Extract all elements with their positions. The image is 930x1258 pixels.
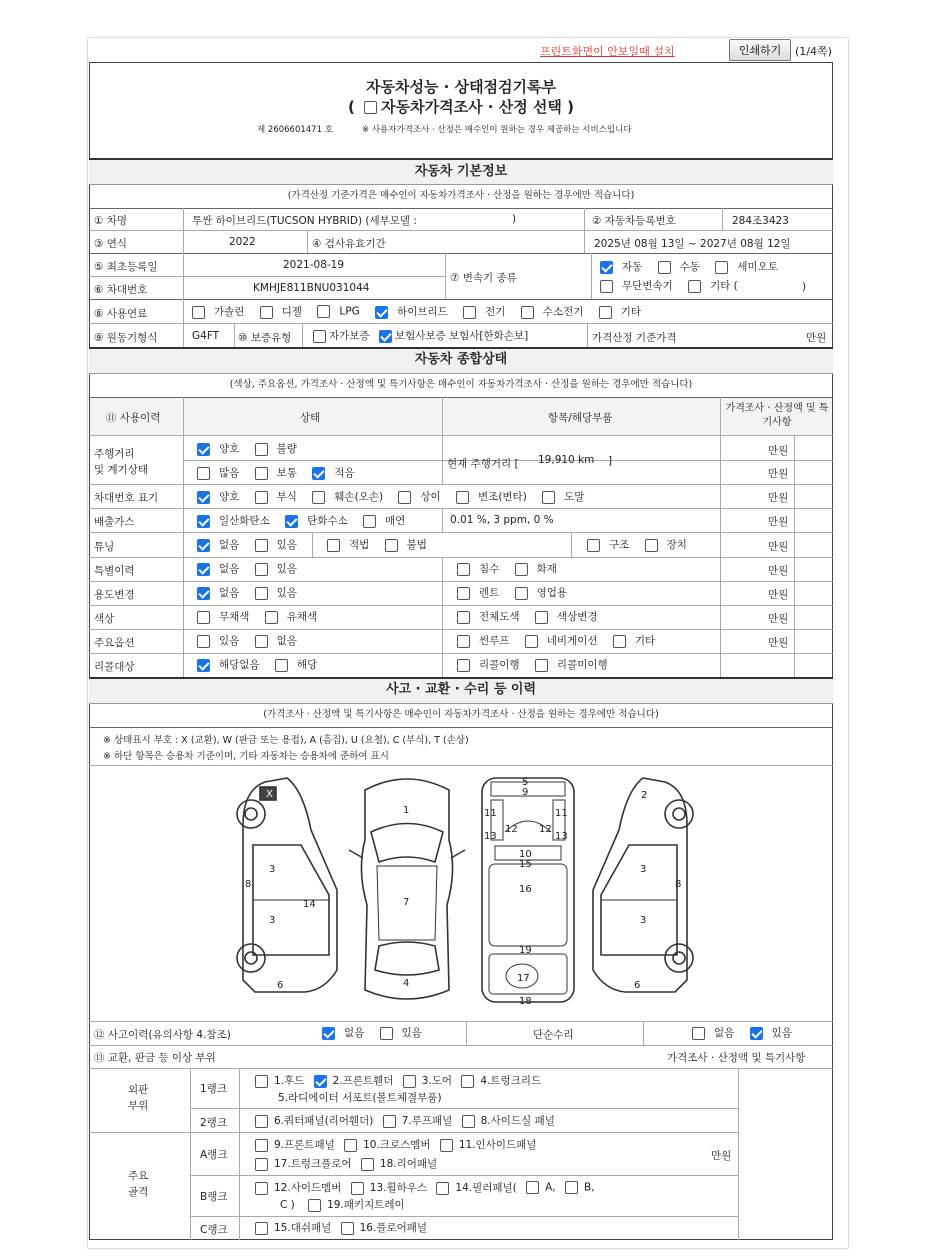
mark-3-right-b: 3 (640, 915, 647, 926)
mileage-few[interactable]: 적음 (312, 465, 354, 480)
tuning-none[interactable]: 없음 (197, 537, 239, 552)
mileage-label-1: 주행거리 (94, 448, 135, 460)
vin-mark-painted-checkbox[interactable] (542, 491, 555, 504)
mileage-close: ] (608, 455, 613, 467)
fuel-gasoline[interactable]: 가솔린 (192, 304, 244, 319)
usage-yes-checkbox[interactable] (255, 587, 268, 600)
print-setup-link[interactable]: 프린트화면이 안보일때 설치 (540, 45, 675, 58)
recall-applicable[interactable]: 해당 (275, 657, 317, 672)
special-items (457, 561, 569, 576)
price-unit: 만원 (806, 332, 827, 344)
history-yes-checkbox[interactable] (380, 1027, 393, 1040)
tuning-device-checkbox[interactable] (645, 539, 658, 552)
emission-price: 만원 (768, 516, 789, 528)
warranty-self-checkbox[interactable] (313, 330, 326, 343)
options-yes[interactable]: 있음 (197, 633, 239, 648)
first-reg-value: 2021-08-19 (283, 259, 345, 271)
part-pillar-a[interactable]: A, (526, 1181, 556, 1194)
mark-5: 5 (522, 777, 529, 788)
price-label: 가격산정 기준가격 (592, 332, 677, 344)
car-name-label: ① 차명 (94, 215, 128, 227)
special-flood[interactable]: 침수 (457, 561, 499, 576)
mileage-item: 현재 주행거리 [ (447, 458, 519, 470)
color-price: 만원 (768, 613, 789, 625)
simple-repair-options (692, 1025, 804, 1040)
page-indicator: (1/4쪽) (795, 45, 832, 58)
part-floor-panel-checkbox[interactable] (341, 1222, 354, 1235)
trans-manual-checkbox[interactable] (658, 261, 671, 274)
trans-label: ⑦ 변속기 종류 (450, 272, 517, 284)
part-pillar-b[interactable]: B, (565, 1181, 595, 1194)
car-damage-diagram (225, 770, 705, 1010)
emission-options (197, 513, 417, 528)
mileage-normal[interactable]: 보통 (255, 465, 297, 480)
trans-auto-checkbox[interactable] (600, 261, 613, 274)
part-package-tray-checkbox[interactable] (308, 1199, 321, 1212)
reg-no-label: ② 자동차등록번호 (592, 215, 676, 227)
color-options (197, 609, 329, 624)
options-yes-checkbox[interactable] (197, 635, 210, 648)
special-none[interactable]: 없음 (197, 561, 239, 576)
part-package-tray[interactable]: 19.패키지트레이 (308, 1197, 405, 1212)
rank1-label: 1랭크 (200, 1083, 227, 1095)
part-quarter-panel-checkbox[interactable] (255, 1115, 268, 1128)
part-dash-panel[interactable]: 15.대쉬패널 (255, 1220, 331, 1235)
options-no-checkbox[interactable] (255, 635, 268, 648)
tuning-yes-checkbox[interactable] (255, 539, 268, 552)
form-subtitle (89, 96, 833, 117)
mark-10: 10 (519, 849, 532, 860)
vin-mark-damage[interactable]: 훼손(오손) (312, 489, 383, 504)
accident-heading: 사고 · 교환 · 수리 등 이력 (89, 679, 833, 703)
basic-info-note: (가격산정 기준가격은 매수인이 자동차가격조사 · 산정을 원하는 경우에만 적습니다) (89, 184, 833, 208)
part-cross-member-checkbox[interactable] (344, 1139, 357, 1152)
special-fire[interactable]: 화재 (515, 561, 557, 576)
simple-yes-checkbox[interactable] (750, 1027, 763, 1040)
recall-not-done[interactable]: 리콜미이행 (535, 657, 608, 672)
mark-13-right: 13 (555, 831, 568, 842)
mileage-many-checkbox[interactable] (197, 467, 210, 480)
trans-row2 (600, 278, 750, 293)
recall-applicable-checkbox[interactable] (275, 659, 288, 672)
recall-done-checkbox[interactable] (457, 659, 470, 672)
mark-1: 1 (403, 805, 410, 816)
mark-3-left-b: 3 (269, 915, 276, 926)
part-side-sill[interactable]: 8.사이드실 패널 (462, 1113, 555, 1128)
trans-other-close: ) (802, 281, 807, 293)
part-pillar-b-checkbox[interactable] (565, 1181, 578, 1194)
options-label: 주요옵션 (94, 637, 135, 649)
mark-3-right-a: 3 (640, 864, 647, 875)
recall-label: 리콜대상 (94, 661, 135, 673)
part-inside-panel-checkbox[interactable] (440, 1139, 453, 1152)
part-front-fender[interactable]: 2.프론트휀더 (314, 1073, 394, 1088)
trans-cvt[interactable]: 무단변속기 (600, 278, 673, 293)
mark-13-left: 13 (484, 831, 497, 842)
fuel-lpg-checkbox[interactable] (317, 305, 330, 318)
part-dash-panel-checkbox[interactable] (255, 1222, 268, 1235)
trans-semi[interactable]: 세미오토 (715, 259, 778, 274)
part-trunk-floor[interactable]: 17.트렁크플로어 (255, 1156, 352, 1171)
emission-co-checkbox[interactable] (197, 515, 210, 528)
subtitle-text: 자동차가격조사 · 산정 선택 ) (381, 98, 574, 116)
vin-mark-good-checkbox[interactable] (197, 491, 210, 504)
mileage-price-2: 만원 (768, 468, 789, 480)
rankB-items-2 (280, 1197, 411, 1212)
rankA-items-2 (255, 1156, 443, 1171)
mileage-row1 (197, 441, 309, 456)
mileage-good[interactable]: 양호 (197, 441, 239, 456)
mark-16: 16 (519, 884, 532, 895)
mark-x: X (266, 789, 273, 800)
tuning-part-options (587, 537, 699, 552)
legend-line-2: ※ 하단 항목은 승용차 기준이며, 기타 자동차는 승용차에 준하여 표시 (103, 751, 389, 762)
options-sunroof[interactable]: 썬루프 (457, 633, 509, 648)
car-name-close: ) (512, 213, 517, 225)
rankB-label: B랭크 (200, 1191, 228, 1203)
emission-smoke[interactable]: 매연 (363, 513, 405, 528)
vin-value: KMHJE811BNU031044 (253, 282, 370, 294)
vin-mark-options (197, 489, 596, 504)
history-label: ⑫ 사고이력(유의사항 4.참조) (94, 1029, 231, 1041)
mark-8-left: 8 (245, 879, 252, 890)
tuning-yes[interactable]: 있음 (255, 537, 297, 552)
parts-price-unit: 만원 (711, 1150, 732, 1162)
history-none[interactable]: 없음 (322, 1025, 364, 1040)
mark-3-left-a: 3 (269, 864, 276, 875)
part-front-fender-checkbox[interactable] (314, 1075, 327, 1088)
color-items (457, 609, 610, 624)
fuel-label: ⑧ 사용연료 (94, 308, 148, 320)
options-sunroof-checkbox[interactable] (457, 635, 470, 648)
part-hood[interactable]: 1.후드 (255, 1073, 304, 1088)
part-pillar-c[interactable]: C ) (280, 1198, 295, 1211)
history-yes[interactable]: 있음 (380, 1025, 422, 1040)
trans-row1 (600, 259, 790, 274)
options-navigation-checkbox[interactable] (525, 635, 538, 648)
vin-mark-price: 만원 (768, 492, 789, 504)
fuel-diesel-checkbox[interactable] (260, 306, 273, 319)
rank1-items (255, 1073, 547, 1088)
usage-none-checkbox[interactable] (197, 587, 210, 600)
mark-2-right: 2 (641, 790, 648, 801)
part-hood-checkbox[interactable] (255, 1075, 268, 1088)
special-flood-checkbox[interactable] (457, 563, 470, 576)
tuning-options (197, 537, 309, 552)
recall-not-done-checkbox[interactable] (535, 659, 548, 672)
mark-7: 7 (403, 897, 410, 908)
part-pillar-panel-checkbox[interactable] (436, 1182, 449, 1195)
usage-none[interactable]: 없음 (197, 585, 239, 600)
emission-hc[interactable]: 탄화수소 (285, 513, 348, 528)
usage-items (457, 585, 579, 600)
color-achromatic[interactable]: 무채색 (197, 609, 249, 624)
color-label: 색상 (94, 613, 115, 625)
rankC-items (255, 1220, 433, 1235)
part-rear-panel-checkbox[interactable] (361, 1158, 374, 1171)
form-title: 자동차성능 · 상태점검기록부 (365, 78, 557, 96)
reg-no-value: 284조3423 (732, 215, 789, 227)
usage-label: 용도변경 (94, 589, 135, 601)
vin-mark-altered-checkbox[interactable] (456, 491, 469, 504)
vin-mark-diff[interactable]: 상이 (398, 489, 440, 504)
tuning-illegal[interactable]: 불법 (385, 537, 427, 552)
emission-co[interactable]: 일산화탄소 (197, 513, 270, 528)
usage-options (197, 585, 309, 600)
vin-mark-painted[interactable]: 도말 (542, 489, 584, 504)
mark-12-right: 12 (539, 824, 552, 835)
tuning-price: 만원 (768, 541, 789, 553)
fuel-other-checkbox[interactable] (599, 306, 612, 319)
mileage-bad-checkbox[interactable] (255, 443, 268, 456)
tuning-legal-checkbox[interactable] (327, 539, 340, 552)
options-navigation[interactable]: 네비게이션 (525, 633, 598, 648)
trans-auto[interactable]: 자동 (600, 259, 642, 274)
special-options (197, 561, 309, 576)
rank2-label: 2랭크 (200, 1117, 227, 1129)
status-heading: 자동차 종합상태 (89, 349, 833, 373)
first-reg-label: ⑤ 최초등록일 (94, 261, 158, 273)
fuel-lpg[interactable]: LPG (317, 305, 359, 318)
tuning-structure[interactable]: 구조 (587, 537, 629, 552)
warranty-options (313, 328, 540, 343)
usage-business-checkbox[interactable] (515, 587, 528, 600)
warranty-label: ⑩ 보증유형 (238, 332, 292, 344)
usage-rent[interactable]: 렌트 (457, 585, 499, 600)
tuning-label: 튜닝 (94, 541, 115, 553)
mileage-row2 (197, 465, 367, 480)
col-state: 상태 (300, 412, 321, 424)
color-chromatic[interactable]: 유채색 (265, 609, 317, 624)
part-rear-panel[interactable]: 18.리어패널 (361, 1156, 437, 1171)
usage-yes[interactable]: 있음 (255, 585, 297, 600)
part-side-sill-checkbox[interactable] (462, 1115, 475, 1128)
main-frame-label: 주요 골격 (128, 1170, 149, 1198)
engine-value: G4FT (192, 330, 220, 342)
part-floor-panel[interactable]: 16.플로어패널 (341, 1220, 427, 1235)
inspect-value: 2025년 08월 13일 ~ 2027년 08월 12일 (594, 238, 791, 250)
print-button[interactable]: 인쇄하기 (729, 39, 791, 61)
fuel-diesel[interactable]: 디젤 (260, 304, 302, 319)
vin-mark-rust[interactable]: 부식 (255, 489, 297, 504)
tuning-none-checkbox[interactable] (197, 539, 210, 552)
vin-mark-good[interactable]: 양호 (197, 489, 239, 504)
emission-hc-checkbox[interactable] (285, 515, 298, 528)
part-front-panel[interactable]: 9.프론트패널 (255, 1137, 335, 1152)
mileage-bad[interactable]: 불량 (255, 441, 297, 456)
history-none-checkbox[interactable] (322, 1027, 335, 1040)
vin-label: ⑥ 차대번호 (94, 284, 148, 296)
color-change-checkbox[interactable] (535, 611, 548, 624)
usage-business[interactable]: 영업용 (515, 585, 567, 600)
part-trunk-lid[interactable]: 4.트렁크리드 (461, 1073, 541, 1088)
recall-na-checkbox[interactable] (197, 659, 210, 672)
mark-11-right: 11 (555, 808, 568, 819)
simple-none[interactable]: 없음 (692, 1025, 734, 1040)
mark-18: 18 (519, 996, 532, 1007)
usage-price: 만원 (768, 589, 789, 601)
inspect-label: ④ 검사유효기간 (312, 238, 386, 250)
options-no[interactable]: 없음 (255, 633, 297, 648)
vin-mark-altered[interactable]: 변조(변타) (456, 489, 527, 504)
col-price: 가격조사 · 산정액 및 특기사항 (725, 403, 829, 428)
part-pillar-a-checkbox[interactable] (526, 1181, 539, 1194)
engine-label: ⑨ 원동기형식 (94, 332, 158, 344)
usage-rent-checkbox[interactable] (457, 587, 470, 600)
color-achromatic-checkbox[interactable] (197, 611, 210, 624)
trans-other[interactable]: 기타 ( (688, 278, 738, 293)
color-full-paint-checkbox[interactable] (457, 611, 470, 624)
part-wheel-house[interactable]: 13.휠하우스 (351, 1180, 427, 1195)
mark-17: 17 (517, 973, 530, 984)
fuel-hydrogen[interactable]: 수소전기 (521, 304, 584, 319)
simple-yes[interactable]: 있음 (750, 1025, 792, 1040)
mark-6-left: 6 (277, 980, 284, 991)
recall-done[interactable]: 리콜이행 (457, 657, 520, 672)
warranty-insurer[interactable]: 보험사보증 보험사[한화손보] (379, 328, 528, 343)
rankB-items (255, 1180, 601, 1195)
options-price: 만원 (768, 637, 789, 649)
tuning-legal[interactable]: 적법 (327, 537, 369, 552)
fuel-electric-checkbox[interactable] (463, 306, 476, 319)
history-options (322, 1025, 434, 1040)
mileage-value: 19,910 km (538, 454, 595, 466)
part-roof-panel-checkbox[interactable] (383, 1115, 396, 1128)
special-fire-checkbox[interactable] (515, 563, 528, 576)
options-other-checkbox[interactable] (613, 635, 626, 648)
part-cross-member[interactable]: 10.크로스멤버 (344, 1137, 430, 1152)
vin-mark-label: 차대번호 표기 (94, 492, 159, 504)
emission-label: 배출가스 (94, 516, 135, 528)
left-side-view (237, 778, 337, 992)
mileage-normal-checkbox[interactable] (255, 467, 268, 480)
warranty-insurer-checkbox[interactable] (379, 330, 392, 343)
part-pillar-panel[interactable]: 14.필러패널( (436, 1180, 516, 1195)
simple-none-checkbox[interactable] (692, 1027, 705, 1040)
part-radiator-support: 5.라디에이터 서포트(볼트체결부품) (278, 1092, 442, 1104)
vin-mark-diff-checkbox[interactable] (398, 491, 411, 504)
part-roof-panel[interactable]: 7.루프패널 (383, 1113, 453, 1128)
mileage-few-checkbox[interactable] (312, 467, 325, 480)
mileage-many[interactable]: 많음 (197, 465, 239, 480)
part-side-member[interactable]: 12.사이드멤버 (255, 1180, 341, 1195)
mark-9: 9 (522, 787, 529, 798)
rank2-items (255, 1113, 561, 1128)
color-chromatic-checkbox[interactable] (265, 611, 278, 624)
fuel-options (192, 304, 653, 319)
warranty-self[interactable]: 자가보증 (313, 328, 370, 343)
special-label: 특별이력 (94, 565, 135, 577)
tuning-illegal-checkbox[interactable] (385, 539, 398, 552)
fuel-hybrid-checkbox[interactable] (375, 306, 388, 319)
rankC-label: C랭크 (200, 1224, 228, 1236)
parts-label: ⑬ 교환, 판금 등 이상 부위 (94, 1052, 216, 1064)
options-options (197, 633, 309, 648)
emission-values: 0.01 %, 3 ppm, 0 % (450, 514, 554, 526)
special-yes[interactable]: 있음 (255, 561, 297, 576)
tuning-structure-checkbox[interactable] (587, 539, 600, 552)
status-note: (색상, 주요옵션, 가격조사 · 산정액 및 특기사항은 매수인이 자동차가격조사 · 산정을 원하는 경우에만 적습니다) (89, 373, 833, 397)
doc-number: 제 2606601471 호 (257, 125, 333, 135)
trans-manual[interactable]: 수동 (658, 259, 700, 274)
car-name-value: 투싼 하이브리드(TUCSON HYBRID) (세부모델 : (192, 215, 417, 227)
part-door-checkbox[interactable] (403, 1075, 416, 1088)
vin-mark-damage-checkbox[interactable] (312, 491, 325, 504)
mark-8-right: 8 (675, 879, 682, 890)
color-change[interactable]: 색상변경 (535, 609, 598, 624)
emission-smoke-checkbox[interactable] (363, 515, 376, 528)
recall-na[interactable]: 해당없음 (197, 657, 260, 672)
year-label: ③ 연식 (94, 238, 128, 250)
trans-semi-checkbox[interactable] (715, 261, 728, 274)
part-door[interactable]: 3.도어 (403, 1073, 452, 1088)
recall-items (457, 657, 620, 672)
special-none-checkbox[interactable] (197, 563, 210, 576)
price-survey-checkbox[interactable] (364, 101, 377, 114)
color-full-paint[interactable]: 전체도색 (457, 609, 520, 624)
tuning-legal-options (327, 537, 439, 552)
fuel-gasoline-checkbox[interactable] (192, 306, 205, 319)
part-trunk-floor-checkbox[interactable] (255, 1158, 268, 1171)
part-front-panel-checkbox[interactable] (255, 1139, 268, 1152)
mark-11-left: 11 (484, 808, 497, 819)
trans-cvt-checkbox[interactable] (600, 280, 613, 293)
mark-12-left: 12 (505, 824, 518, 835)
fuel-hybrid[interactable]: 하이브리드 (375, 304, 448, 319)
mark-19: 19 (519, 945, 532, 956)
mark-6-right: 6 (634, 980, 641, 991)
fuel-hydrogen-checkbox[interactable] (521, 306, 534, 319)
part-trunk-lid-checkbox[interactable] (461, 1075, 474, 1088)
mark-4: 4 (403, 978, 410, 989)
rankA-label: A랭크 (200, 1149, 228, 1161)
legend-line-1: ※ 상태표시 부호 : X (교환), W (판금 또는 용접), A (흠집), U (요철), C (부식), T (손상) (103, 735, 469, 746)
exterior-label: 외판 부위 (128, 1084, 149, 1112)
part-wheel-house-checkbox[interactable] (351, 1182, 364, 1195)
mark-14-left: 14 (303, 899, 316, 910)
options-other[interactable]: 기타 (613, 633, 655, 648)
col-item: 항목/해당부품 (548, 412, 613, 424)
fuel-electric[interactable]: 전기 (463, 304, 505, 319)
fuel-other[interactable]: 기타 (599, 304, 641, 319)
subtitle-paren: ( (348, 98, 355, 116)
part-side-member-checkbox[interactable] (255, 1182, 268, 1195)
part-quarter-panel[interactable]: 6.쿼터패널(리어휀더) (255, 1113, 373, 1128)
mileage-good-checkbox[interactable] (197, 443, 210, 456)
part-inside-panel[interactable]: 11.인사이드패널 (440, 1137, 537, 1152)
tuning-device[interactable]: 장치 (645, 537, 687, 552)
special-yes-checkbox[interactable] (255, 563, 268, 576)
options-items (457, 633, 667, 648)
special-price: 만원 (768, 565, 789, 577)
accident-note: (가격조사 · 산정액 및 특기사항은 매수인이 자동차가격조사 · 산정을 원하는 경우에만 적습니다) (89, 703, 833, 727)
year-value: 2022 (229, 236, 256, 248)
col-history: ⑪ 사용이력 (106, 412, 161, 424)
recall-options (197, 657, 329, 672)
simple-repair-label: 단순수리 (533, 1029, 574, 1041)
mark-15: 15 (519, 859, 532, 870)
rankA-items (255, 1137, 542, 1152)
mileage-label-2: 및 계기상태 (94, 464, 149, 476)
vin-mark-rust-checkbox[interactable] (255, 491, 268, 504)
basic-info-heading: 자동차 기본정보 (89, 158, 833, 184)
mileage-price-1: 만원 (768, 445, 789, 457)
price-note: 가격조사 · 산정액 및 특기사항 (667, 1052, 806, 1064)
doc-note: ※ 사용자가격조사 · 산정은 매수인이 원하는 경우 제공하는 서비스입니다 (362, 125, 632, 135)
trans-other-checkbox[interactable] (688, 280, 701, 293)
